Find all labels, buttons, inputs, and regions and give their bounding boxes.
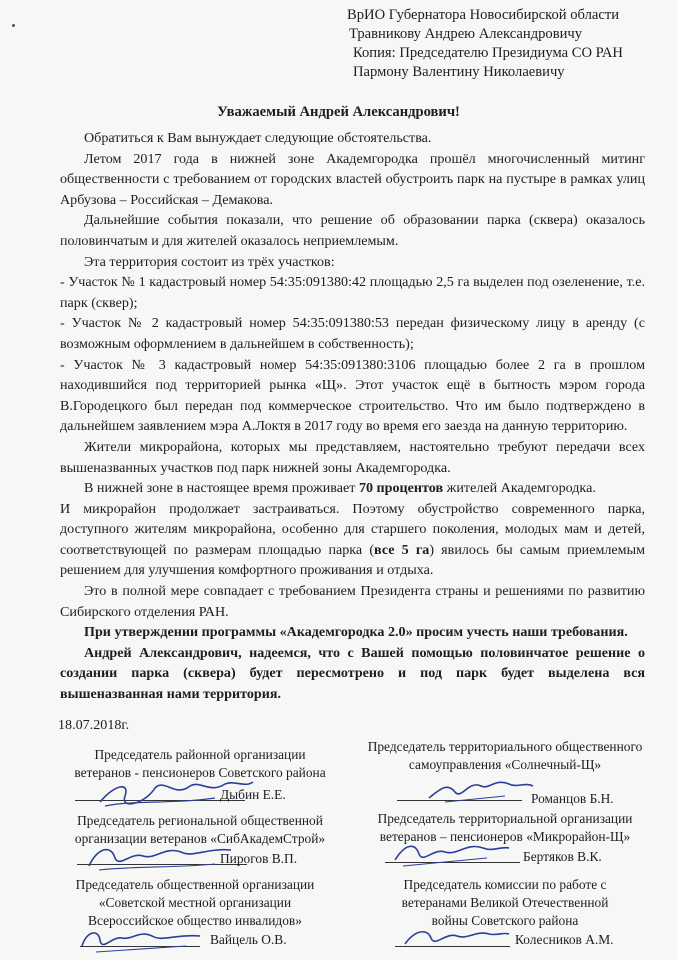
- park-text-c: ) явилось бы самым приемлемым решением для улучшения комфортного проживания и отдыха.: [60, 541, 645, 579]
- signer-6-title-1: Председатель комиссии по работе с: [403, 877, 607, 892]
- signer-4-title-2: ветеранов – пенсионеров «Микрорайон-Щ»: [379, 829, 631, 844]
- signer-2-title-1: Председатель территориального общественного: [367, 739, 643, 754]
- percent-text-c: жителей Академгородка.: [443, 480, 596, 497]
- paragraph-2: Летом 2017 года в нижней зоне Академгородка прошёл многочисленный митинг общественности с требованием от городских властей обустроить парк на пустыре в рамках улиц Арбузова – Российская – Демакова.: [60, 150, 645, 208]
- paragraph-3: Дальнейшие события показали, что решение об образовании парка (сквера) оказалось половинчатым и для жителей оказалось неприемлемым.: [60, 212, 645, 249]
- signer-1-title-1: Председатель районной организации: [94, 747, 306, 762]
- addressee-line-2: Травникову Андрею Александровичу: [349, 26, 583, 42]
- signer-5-name: Вайцель О.В.: [210, 932, 287, 947]
- signer-1-name: Дыбин Е.Е.: [220, 787, 286, 802]
- signature-block-5: [50, 876, 340, 947]
- signature-block-2: [355, 738, 655, 806]
- scan-dot: [12, 24, 15, 27]
- signer-2-name: Романцов Б.Н.: [531, 791, 614, 806]
- paragraph-hope: Андрей Александрович, надеемся, что с Вашей помощью половинчатое решение о создании парка (сквера) будет пересмотрено и под парк будет выделена вся вышеназванная нами территория.: [60, 644, 645, 703]
- signer-4-title-1: Председатель территориальной организации: [377, 811, 633, 826]
- handwritten-signature-3: [85, 838, 235, 874]
- handwritten-signature-4: [391, 836, 511, 870]
- signer-6-title-2: ветеранами Великой Отечественной: [401, 895, 609, 910]
- paragraph-president: Это в полной мере совпадает с требованием Президента страны и решениями по развитию Сибирского отделения РАН.: [60, 583, 645, 620]
- signer-3-title-2: организации ветеранов «СибАкадемСтрой»: [74, 831, 326, 846]
- handwritten-signature-6: [401, 922, 511, 952]
- signature-block-1: [55, 746, 345, 802]
- addressee-line-4: Пармону Валентину Николаевичу: [353, 64, 565, 80]
- addressee-block: [347, 6, 667, 82]
- plot-item-2: - Участок № 2 кадастровый номер 54:35:091380:53 передан физическому лицу в аренду (с возможным оформлением в дальнейшем в собственность);: [60, 315, 645, 352]
- paragraph-park: [60, 499, 645, 581]
- salutation: Уважаемый Андрей Александрович!: [217, 104, 460, 120]
- signer-2-title-2: самоуправления «Солнечный-Щ»: [408, 757, 602, 772]
- plot-item-1: - Участок № 1 кадастровый номер 54:35:091380:42 площадью 2,5 га выделен под озеленение, т.е. парк (сквер);: [60, 274, 645, 311]
- park-area: все 5 га: [374, 541, 430, 558]
- paragraph-percent: [60, 478, 645, 499]
- handwritten-signature-5: [76, 922, 206, 956]
- park-text-a: И микрорайон продолжает застраиваться. Поэтому обустройство современного парка, доступного жителям микрорайона, особенно для старшего поколения, молодых мам и детей, соответствующей по размерам площадью парка (: [60, 500, 645, 558]
- signer-3-title-1: Председатель региональной общественной: [77, 813, 323, 828]
- paragraph-1: Обратиться к Вам вынуждает следующие обстоятельства.: [84, 130, 432, 146]
- signer-5-title-2: «Советской местной организации: [98, 895, 292, 910]
- percent-text-a: В нижней зоне в настоящее время проживает: [84, 480, 359, 497]
- handwritten-signature-2: [425, 772, 535, 806]
- signature-block-3: [55, 812, 345, 866]
- percent-value: 70 процентов: [358, 480, 444, 497]
- signer-5-title-3: Всероссийское общество инвалидов»: [88, 913, 302, 928]
- letter-body: [60, 128, 645, 705]
- signer-5-title-1: Председатель общественной организации: [75, 877, 315, 892]
- signature-block-6: [355, 876, 655, 947]
- signer-6-title-3: войны Советского района: [431, 913, 579, 928]
- signer-4-name: Бертяков В.К.: [523, 849, 602, 864]
- paragraph-request: При утверждении программы «Академгородка 2.0» просим учесть наши требования.: [84, 624, 628, 641]
- addressee-line-3: Копия: Председателю Президиума СО РАН: [353, 45, 623, 61]
- signer-6-name: Колесников А.М.: [515, 932, 614, 947]
- signer-1-title-2: ветеранов - пенсионеров Советского района: [74, 765, 326, 780]
- letter-date: 18.07.2018г.: [58, 717, 130, 733]
- paragraph-residents: Жители микрорайона, которых мы представляем, настоятельно требуют передачи всех вышеназванных участков под парк нижней зоны Академгородка.: [60, 438, 645, 476]
- paragraph-4: Эта территория состоит из трёх участков:: [84, 253, 335, 270]
- signer-3-name: Пирогов В.П.: [220, 851, 298, 866]
- signature-block-4: [355, 810, 655, 864]
- addressee-line-1: ВрИО Губернатора Новосибирской области: [347, 7, 620, 23]
- plot-item-3: - Участок № 3 кадастровый номер 54:35:091380:3106 площадью более 2 га в прошлом находившийся под территорией рынка «Щ». Этот участок ещё в бытность мэром города В.Городецкого был передан под коммерческое строительство. Что им было подтверждено в дальнейшем заявлением мэра А.Локтя в 2017 году во время его заезда на данную территорию.: [60, 356, 645, 435]
